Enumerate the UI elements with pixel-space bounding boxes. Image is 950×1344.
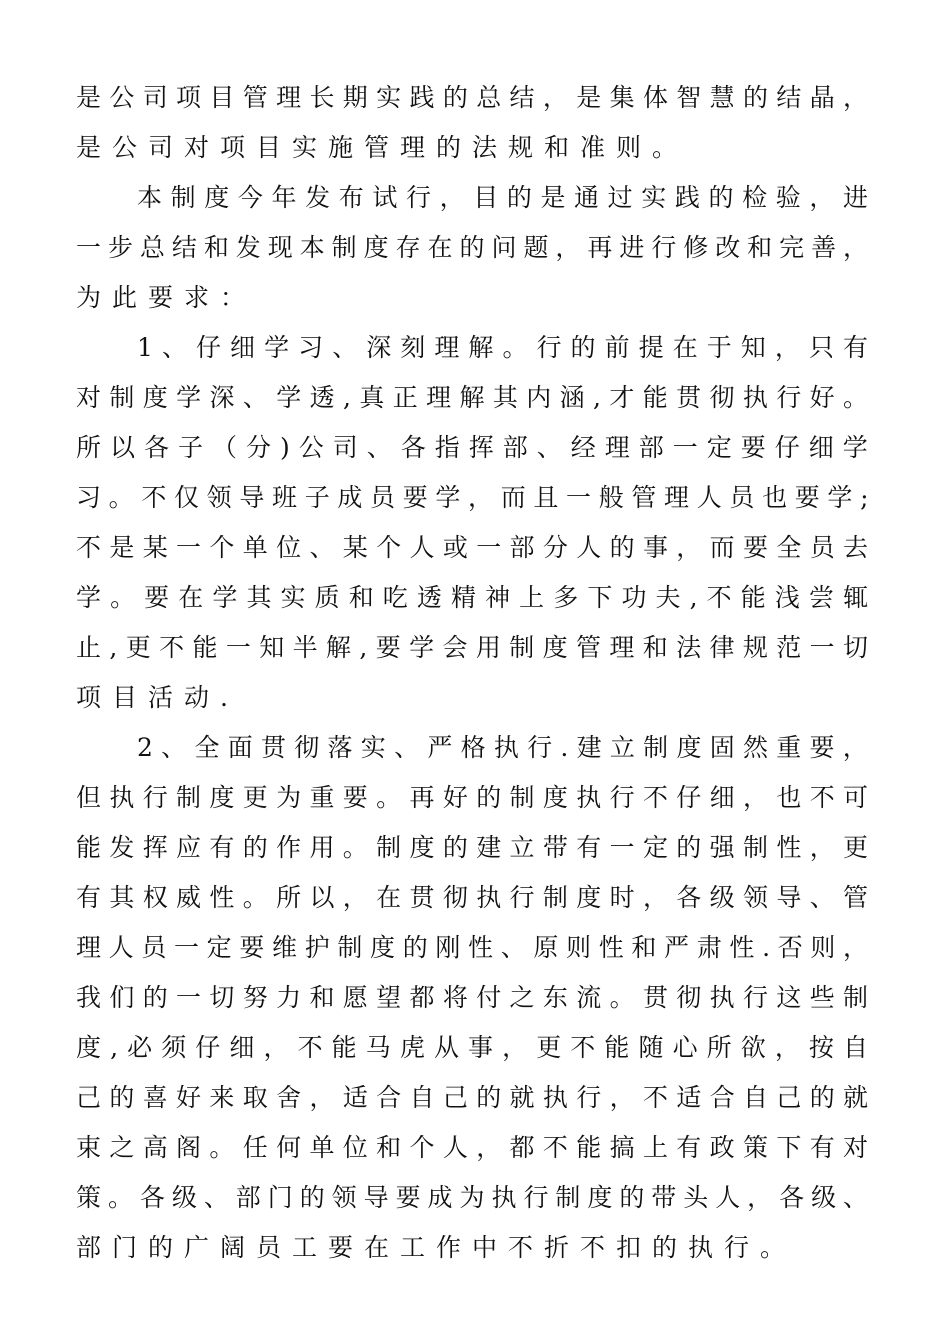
text-line: 但执行制度更为重要。再好的制度执行不仔细，也不可 [76, 783, 877, 812]
text-line: 所以各子（分)公司、各指挥部、经理部一定要仔细学 [76, 433, 877, 462]
text-line: 为此要求： [76, 283, 257, 312]
text-line: 能发挥应有的作用。制度的建立带有一定的强制性，更 [76, 833, 877, 862]
text-line: 理人员一定要维护制度的刚性、原则性和严肃性.否则， [76, 933, 876, 962]
text-line: 有其权威性。所以，在贯彻执行制度时，各级领导、管 [76, 883, 877, 912]
text-line: 度,必须仔细，不能马虎从事，更不能随心所欲，按自 [76, 1033, 878, 1062]
text-line: 策。各级、部门的领导要成为执行制度的带头人，各级、 [76, 1183, 876, 1212]
text-line: 学。要在学其实质和吃透精神上多下功夫,不能浅尝辄 [76, 583, 878, 612]
text-line: 己的喜好来取舍，适合自己的就执行，不适合自己的就 [76, 1083, 877, 1112]
text-line: 项目活动. [76, 683, 239, 712]
text-line: 不是某一个单位、某个人或一部分人的事，而要全员去 [76, 533, 877, 562]
text-line: 一步总结和发现本制度存在的问题，再进行修改和完善， [76, 233, 876, 262]
text-line: 我们的一切努力和愿望都将付之东流。贯彻执行这些制 [76, 983, 877, 1012]
text-line: 是公司项目管理长期实践的总结，是集体智慧的结晶， [76, 83, 877, 112]
text-line: 本制度今年发布试行，目的是通过实践的检验，进 [137, 183, 877, 212]
text-line: 2、全面贯彻落实、严格执行.建立制度固然重要， [137, 733, 877, 762]
text-line: 对制度学深、学透,真正理解其内涵,才能贯彻执行好。 [76, 383, 877, 412]
text-line: 习。不仅领导班子成员要学，而且一般管理人员也要学; [76, 483, 877, 512]
text-line: 束之高阁。任何单位和个人，都不能搞上有政策下有对 [76, 1133, 877, 1162]
text-line: 是公司对项目实施管理的法规和准则。 [76, 133, 689, 162]
text-line: 部门的广阔员工要在工作中不折不扣的执行。 [76, 1233, 797, 1262]
text-line: 止,更不能一知半解,要学会用制度管理和法律规范一切 [76, 633, 877, 662]
text-line: 1、仔细学习、深刻理解。行的前提在于知，只有 [137, 333, 878, 362]
